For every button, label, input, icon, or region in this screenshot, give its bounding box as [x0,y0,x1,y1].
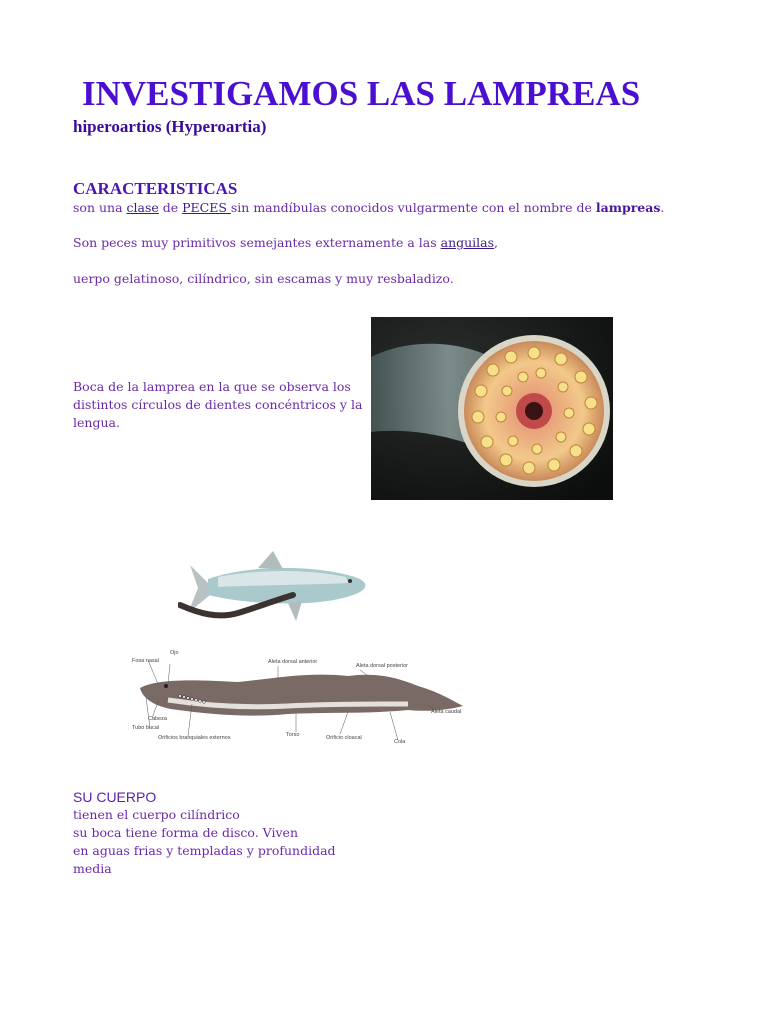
label-fosa-nasal: Fosa nasal [132,658,159,664]
text-fragment: sin mandíbulas conocidos vulgarmente con el nombre de [230,200,596,215]
characteristics-paragraph-1 [73,199,664,217]
page-subtitle: hiperoartios (Hyperoartia) [73,117,267,136]
link-anguilas[interactable]: anguilas [440,235,495,250]
label-orificios-branquiales: Orificios branquiales externos [158,735,231,741]
text-fragment: de [158,200,183,215]
su-cuerpo-line: media [73,861,112,876]
page-title: INVESTIGAMOS LAS LAMPREAS [82,74,641,113]
lamprey-anatomy-diagram [128,648,473,748]
label-torso: Torso [286,732,300,738]
lamprey-mouth-photo [371,317,613,500]
label-tubo-bucal: Tubo bucal [132,725,160,731]
characteristics-paragraph-2 [73,234,498,252]
label-aleta-caudal: Aleta caudal [431,709,462,715]
link-clase[interactable]: clase [126,200,159,215]
su-cuerpo-heading: SU CUERPO [73,789,157,805]
label-orificio-cloacal: Orificio cloacal [326,735,362,741]
text-fragment: , [494,235,499,250]
characteristics-heading: CARACTERISTICAS [73,179,238,198]
mouth-caption: Boca de la lamprea en la que se observa los distintos círculos de dientes concéntricos y la lengua. [73,379,363,430]
label-cabeza: Cabeza [148,716,167,722]
label-aleta-dorsal-posterior: Aleta dorsal posterior [356,663,408,669]
text-fragment: son una [73,200,127,215]
link-peces[interactable]: PECES [182,200,231,215]
label-ojo: Ojo [170,650,179,656]
su-cuerpo-section [73,788,336,878]
label-cola: Cola [394,739,406,745]
text-fragment: Son peces muy primitivos semejantes externamente a las [73,235,441,250]
lamprey-on-fish-illustration [178,543,370,638]
su-cuerpo-line: en aguas frias y templadas y profundidad [73,843,336,858]
bold-lampreas: lampreas [595,200,661,215]
label-aleta-dorsal-anterior: Aleta dorsal anterior [268,659,318,665]
characteristics-paragraph-3: uerpo gelatinoso, cilíndrico, sin escamas y muy resbaladizo. [73,271,454,286]
su-cuerpo-line: tienen el cuerpo cilíndrico [73,807,240,822]
text-fragment: . [660,200,665,215]
su-cuerpo-line: su boca tiene forma de disco. Viven [73,825,298,840]
